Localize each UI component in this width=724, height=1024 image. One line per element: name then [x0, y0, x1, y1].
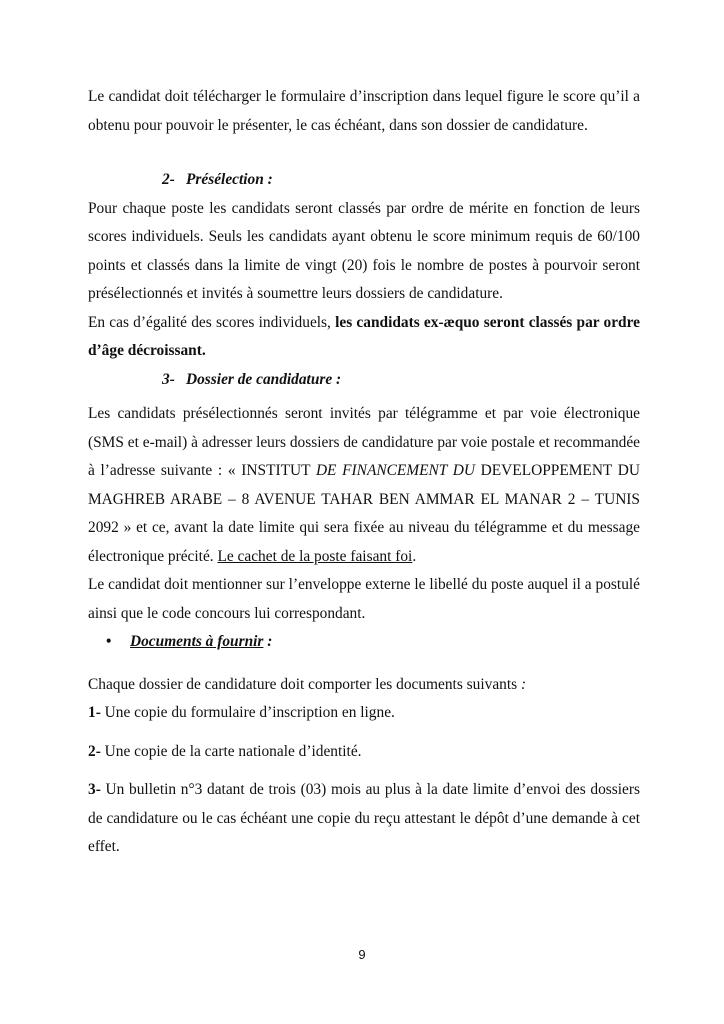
section-heading-preselection: [88, 166, 640, 195]
bullet-icon: •: [106, 633, 112, 650]
tie-break-text: En cas d’égalité des scores individuels,: [88, 313, 336, 331]
dossier-text-a: Les candidats présélectionnés seront invités par télégramme et par voie électronique (SMS et e-mail) à adresser leurs dossiers de candidature par voie postale et recommandée à l’adresse suivante : « INSTITUT: [88, 405, 640, 479]
documents-list: [88, 699, 640, 862]
documents-intro-text: Chaque dossier de candidature doit comporter les documents suivants: [88, 675, 518, 693]
section-title: Dossier de candidature :: [186, 370, 342, 388]
section-number: 3-: [162, 370, 175, 388]
tie-break-paragraph: [88, 309, 640, 366]
section-number: 2-: [162, 171, 175, 188]
section-heading-dossier: [88, 366, 640, 395]
documents-title-suffix: :: [263, 633, 273, 650]
list-item: [88, 776, 640, 862]
list-item-number: 2-: [88, 742, 101, 760]
documents-intro-suffix: :: [517, 675, 527, 693]
documents-intro: [88, 671, 640, 700]
list-item-text: Une copie de la carte nationale d’identité.: [100, 742, 362, 760]
intro-paragraph: Le candidat doit télécharger le formulaire d’inscription dans lequel figure le score qu’il a obtenu pour pouvoir le présenter, le cas échéant, dans son dossier de candidature.: [88, 88, 640, 134]
list-item: [88, 738, 640, 767]
list-item: [88, 699, 640, 728]
postmark-note: Le cachet de la poste faisant foi: [217, 547, 413, 565]
page-number: 9: [358, 947, 366, 962]
documents-title: Documents à fournir: [130, 633, 264, 650]
envelope-paragraph: Le candidat doit mentionner sur l’enveloppe externe le libellé du poste auquel il a postulé ainsi que le code concours lui correspondant.: [88, 576, 640, 622]
tie-break-rule: les candidats ex-æquo seront classés par ordre d’âge décroissant.: [88, 313, 640, 359]
dossier-text-italic: DE FINANCEMENT DU: [315, 462, 475, 479]
list-item-text: Une copie du formulaire d’inscription en ligne.: [100, 704, 395, 721]
list-item-number: 3-: [88, 781, 101, 798]
dossier-paragraph: [88, 400, 640, 571]
list-item-number: 1-: [88, 704, 101, 721]
section-title: Présélection :: [186, 171, 273, 188]
dossier-text-b: DEVELOPPEMENT DU MAGHREB ARABE – 8 AVENUE TAHAR BEN AMMAR EL MANAR 2 – TUNIS 2092 » et ce, avant la date limite qui sera fixée au niveau du télégramme et du message électronique précité.: [88, 462, 640, 565]
preselection-paragraph: Pour chaque poste les candidats seront classés par ordre de mérite en fonction de leurs scores individuels. Seuls les candidats ayant obtenu le score minimum requis de 60/100 points et classés dans la limite de vingt (20) fois le nombre de postes à pourvoir seront présélectionnés et invités à soumettre leurs dossiers de candidature.: [88, 199, 640, 302]
list-item-text: Un bulletin n°3 datant de trois (03) mois au plus à la date limite d’envoi des dossiers de candidature ou le cas échéant une copie du reçu attestant le dépôt d’une demande à cet effet.: [88, 781, 640, 855]
documents-heading: [88, 628, 640, 657]
page-content: [88, 83, 640, 862]
dossier-text-end: .: [412, 547, 417, 565]
